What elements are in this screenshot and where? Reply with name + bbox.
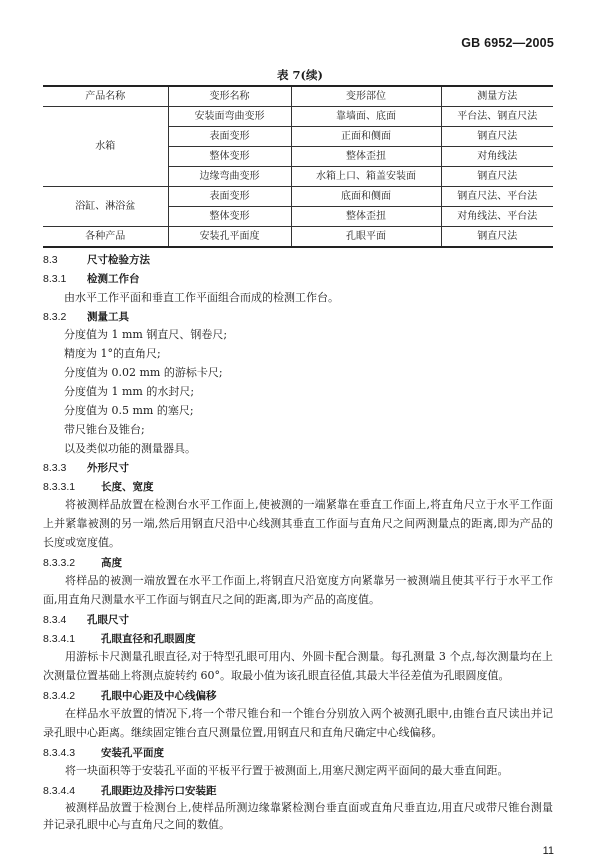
section-number: 8.3.3 <box>43 462 67 474</box>
section-title: 尺寸检验方法 <box>87 254 150 266</box>
method-cell: 钢直尺法 <box>441 127 553 147</box>
section-title: 孔眼尺寸 <box>87 614 129 626</box>
product-cell: 浴缸、淋浴盆 <box>43 187 168 227</box>
section-heading-8-3-4-4 <box>43 784 217 798</box>
section-title: 孔眼直径和孔眼圆度 <box>101 633 196 645</box>
deformation-cell: 整体变形 <box>168 207 291 227</box>
section-title: 孔眼中心距及中心线偏移 <box>101 690 217 702</box>
column-header: 变形部位 <box>291 86 441 107</box>
table-row <box>43 107 553 127</box>
tool-item: 分度值为 1 mm 钢直尺、钢卷尺; <box>64 328 228 341</box>
section-title: 长度、宽度 <box>101 481 154 493</box>
location-cell: 整体歪扭 <box>291 147 441 167</box>
method-cell: 对角线法、平台法 <box>441 207 553 227</box>
tool-item: 分度值为 0.5 mm 的塞尺; <box>64 404 194 417</box>
table-row <box>43 227 553 248</box>
section-paragraph: 在样品水平放置的情况下,将一个带尺锥台和一个锥台分别放入两个被测孔眼中,由锥台直尺读出并记录孔眼中心距离。继续固定锥台直尺测量位置,用钢直尺和直角尺确定中心线偏移。 <box>43 707 553 739</box>
section-number: 8.3.4.2 <box>43 690 76 702</box>
deformation-cell: 边缘弯曲变形 <box>168 167 291 187</box>
location-cell: 靠墙面、底面 <box>291 107 441 127</box>
section-heading-8-3-4-3 <box>43 746 164 760</box>
tool-item: 精度为 1°的直角尺; <box>64 347 161 360</box>
section-heading-8-3-4-1 <box>43 632 196 646</box>
deformation-table <box>43 85 553 248</box>
column-header: 产品名称 <box>43 86 168 107</box>
product-cell: 各种产品 <box>43 227 168 248</box>
section-title: 外形尺寸 <box>87 462 129 474</box>
section-title: 孔眼距边及排污口安装距 <box>101 785 217 797</box>
column-header: 变形名称 <box>168 86 291 107</box>
deformation-cell: 表面变形 <box>168 127 291 147</box>
tool-item: 分度值为 1 mm 的水封尺; <box>64 385 195 398</box>
section-title: 检测工作台 <box>87 273 140 285</box>
section-number: 8.3.3.1 <box>43 481 76 493</box>
section-number: 8.3.4.1 <box>43 633 76 645</box>
method-cell: 对角线法 <box>441 147 553 167</box>
section-heading-8-3-4-2 <box>43 689 217 703</box>
section-number: 8.3.4.3 <box>43 747 76 759</box>
section-heading-8-3-3-1 <box>43 480 154 494</box>
location-cell: 底面和侧面 <box>291 187 441 207</box>
tool-item: 以及类似功能的测量器具。 <box>64 442 196 455</box>
section-paragraph: 将样品的被测一端放置在水平工作面上,将钢直尺沿宽度方向紧靠另一被测端且使其平行于水平工作面,用直角尺测量水平工作面与钢直尺之间的距离,即为产品的高度值。 <box>43 574 553 606</box>
method-cell: 钢直尺法、平台法 <box>441 187 553 207</box>
section-title: 安装孔平面度 <box>101 747 164 759</box>
product-cell: 水箱 <box>43 107 168 187</box>
table-row <box>43 187 553 207</box>
table-caption: 表 7(续) <box>277 68 323 82</box>
section-title: 高度 <box>101 557 122 569</box>
location-cell: 正面和侧面 <box>291 127 441 147</box>
section-heading-8-3-2 <box>43 310 129 324</box>
deformation-cell: 安装面弯曲变形 <box>168 107 291 127</box>
location-cell: 孔眼平面 <box>291 227 441 248</box>
method-cell: 平台法、钢直尺法 <box>441 107 553 127</box>
section-text: 由水平工作平面和垂直工作平面组合而成的检测工作台。 <box>64 291 339 304</box>
tool-item: 分度值为 0.02 mm 的游标卡尺; <box>64 366 223 379</box>
tool-item: 带尺锥台及锥台; <box>64 423 145 436</box>
section-number: 8.3.1 <box>43 273 67 285</box>
section-paragraph: 被测样品放置于检测台上,使样品所测边缘靠紧检测台垂直面或直角尺垂直边,用直尺或带尺锥台测量并记录孔眼中心与直角尺之间的数值。 <box>43 801 553 831</box>
section-number: 8.3.4 <box>43 614 67 626</box>
deformation-cell: 表面变形 <box>168 187 291 207</box>
standard-code: GB 6952—2005 <box>461 36 554 50</box>
table-header-row <box>43 86 553 107</box>
section-number: 8.3 <box>43 254 58 266</box>
section-number: 8.3.2 <box>43 311 67 323</box>
section-heading-8-3 <box>43 253 150 267</box>
deformation-cell: 安装孔平面度 <box>168 227 291 248</box>
section-number: 8.3.3.2 <box>43 557 76 569</box>
section-number: 8.3.4.4 <box>43 785 76 797</box>
section-heading-8-3-3 <box>43 461 129 475</box>
method-cell: 钢直尺法 <box>441 167 553 187</box>
section-paragraph: 用游标卡尺测量孔眼直径,对于特型孔眼可用内、外圆卡配合测量。每孔测量 3 个点,每次测量均在上次测量位置基础上将测点旋转约 60°。取最小值为该孔眼直径值,其最大半径差值为孔眼圆度值。 <box>43 650 553 682</box>
location-cell: 水箱上口、箱盖安装面 <box>291 167 441 187</box>
section-paragraph: 将一块面积等于安装孔平面的平板平行置于被测面上,用塞尺测定两平面间的最大垂直间距。 <box>65 764 509 777</box>
section-heading-8-3-1 <box>43 272 140 286</box>
page-number: 11 <box>542 845 554 857</box>
section-title: 测量工具 <box>87 311 129 323</box>
section-heading-8-3-3-2 <box>43 556 122 570</box>
deformation-cell: 整体变形 <box>168 147 291 167</box>
section-paragraph: 将被测样品放置在检测台水平工作面上,使被测的一端紧靠在垂直工作面上,将直角尺立于水平工作面上并紧靠被测的另一端,然后用钢直尺沿中心线测其垂直工作面与直角尺之间两测量点的距离,即为产品的长度或宽度值。 <box>43 498 553 549</box>
method-cell: 钢直尺法 <box>441 227 553 248</box>
location-cell: 整体歪扭 <box>291 207 441 227</box>
section-heading-8-3-4 <box>43 613 129 627</box>
column-header: 测量方法 <box>441 86 553 107</box>
